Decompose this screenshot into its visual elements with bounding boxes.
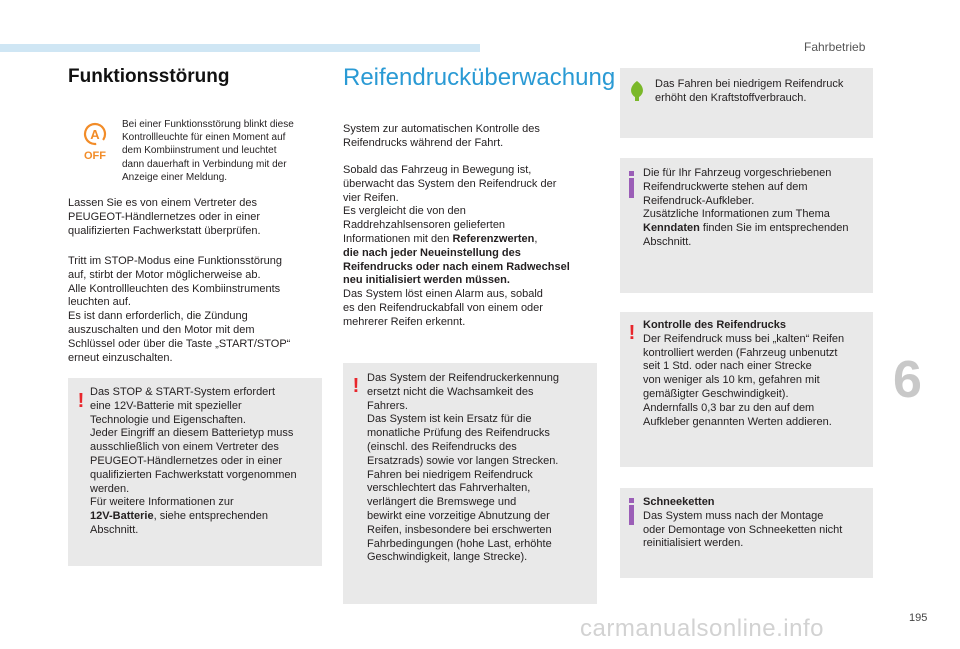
snow-chains-text: Schneeketten Das System muss nach der Montage oder Demontage von Schneeketten nicht reinitialisiert werden. [643, 496, 843, 550]
eco-box [620, 68, 873, 138]
malfunction-heading: Funktionsstörung [68, 66, 230, 87]
lamp-off-label: OFF [84, 150, 106, 161]
chapter-number: 6 [893, 351, 922, 409]
lamp-letter: A [90, 127, 100, 142]
eco-text: Das Fahren bei niedrigem Reifendruck erhöht den Kraftstoffverbrauch. [655, 78, 844, 104]
exclamation-icon: ! [352, 375, 360, 397]
lamp-description: Bei einer Funktionsstörung blinkt diese Kontrollleuchte für einen Moment auf dem Kombiinstrument und leuchtet dann dauerhaft in Verbindung mit der Anzeige einer Meldung. [122, 119, 294, 183]
a-off-warning-lamp-icon [80, 121, 110, 161]
battery-warning-text: Das STOP & START-System erfordert eine 12V-Batterie mit spezieller Technologie und Eigenschaften. Jeder Eingriff an diesem Batterietyp muss ausschließlich von einem Vertreter des PEUGEOT-Händlernetzes oder in einer qualifizierten Fachwerkstatt vorgenommen werden. Für weitere Informationen zur 12V-Batterie, siehe entsprechenden Abschnitt. [90, 386, 297, 536]
tpms-warning-text: Das System der Reifendruckerkennung ersetzt nicht die Wachsamkeit des Fahrers. Das System ist kein Ersatz für die monatliche Prüfung des Reifendrucks (einschl. des Reifendrucks des Ersatzrads) sowie vor langen Strecken. Fahren bei niedrigem Reifendruck verschlechtert das Fahrverhalten, verlängert die Bremswege und bewirkt eine vorzeitige Abnutzung der Reifen, insbesondere bei erschwerten Fahrbedingungen (hohe Last, erhöhte Geschwindigkeit, lange Strecke). [367, 372, 559, 564]
stop-mode-paragraph: Tritt im STOP-Modus eine Funktionsstörung auf, stirbt der Motor möglicherweise ab. Alle Kontrollleuchten des Kombiinstruments leuchten auf. Es ist dann erforderlich, die Zündung auszuschalten und den Motor mit dem Schlüssel oder über die Taste „START/STOP“ erneut einzuschalten. [68, 255, 291, 364]
tpms-intro: System zur automatischen Kontrolle des Reifendrucks während der Fahrt. [343, 123, 540, 149]
info-icon [629, 178, 634, 198]
exclamation-icon: ! [77, 390, 85, 412]
tpms-warning-box [343, 363, 597, 604]
battery-warning-box [68, 378, 322, 566]
info-icon [629, 505, 634, 525]
pressure-info-text: Die für Ihr Fahrzeug vorgeschriebenen Reifendruckwerte stehen auf dem Reifendruck-Aufkleber. Zusätzliche Informationen zum Thema Kenndaten finden Sie im entsprechenden Abschnitt. [643, 167, 849, 248]
header-bar [0, 44, 480, 52]
pressure-check-text: Kontrolle des Reifendrucks Der Reifendruck muss bei „kalten“ Reifen kontrolliert werden (Fahrzeug unbenutzt seit 1 Std. oder nach einer Strecke von weniger als 10 km, gefahren mit gemäßigter Geschwindigkeit). Andernfalls 0,3 bar zu den auf dem Aufkleber genannten Werten addieren. [643, 319, 845, 428]
pressure-info-box [620, 158, 873, 293]
tpms-description: Sobald das Fahrzeug in Bewegung ist, überwacht das System den Reifendruck der vier Reifen. Es vergleicht die von den Raddrehzahlsensoren gelieferten Informationen mit den Referenzwerten, die nach jeder Neueinstellung des Reifendrucks oder nach einem Radwechsel neu initialisiert werden müssen. Das System löst einen Alarm aus, sobald es den Reifendruckabfall von einem oder mehrerer Reifen erkennt. [343, 164, 570, 328]
tpms-heading: Reifendrucküberwachung [343, 64, 616, 91]
eco-leaf-icon [627, 80, 647, 102]
snow-chains-info-box [620, 488, 873, 578]
watermark: carmanualsonline.info [580, 615, 824, 642]
page-number: 195 [909, 612, 928, 624]
exclamation-icon: ! [628, 322, 636, 344]
section-label: Fahrbetrieb [804, 40, 866, 54]
check-paragraph: Lassen Sie es von einem Vertreter des PEUGEOT-Händlernetzes oder in einer qualifizierten Fachwerkstatt überprüfen. [68, 197, 261, 237]
pressure-check-warning-box [620, 312, 873, 467]
